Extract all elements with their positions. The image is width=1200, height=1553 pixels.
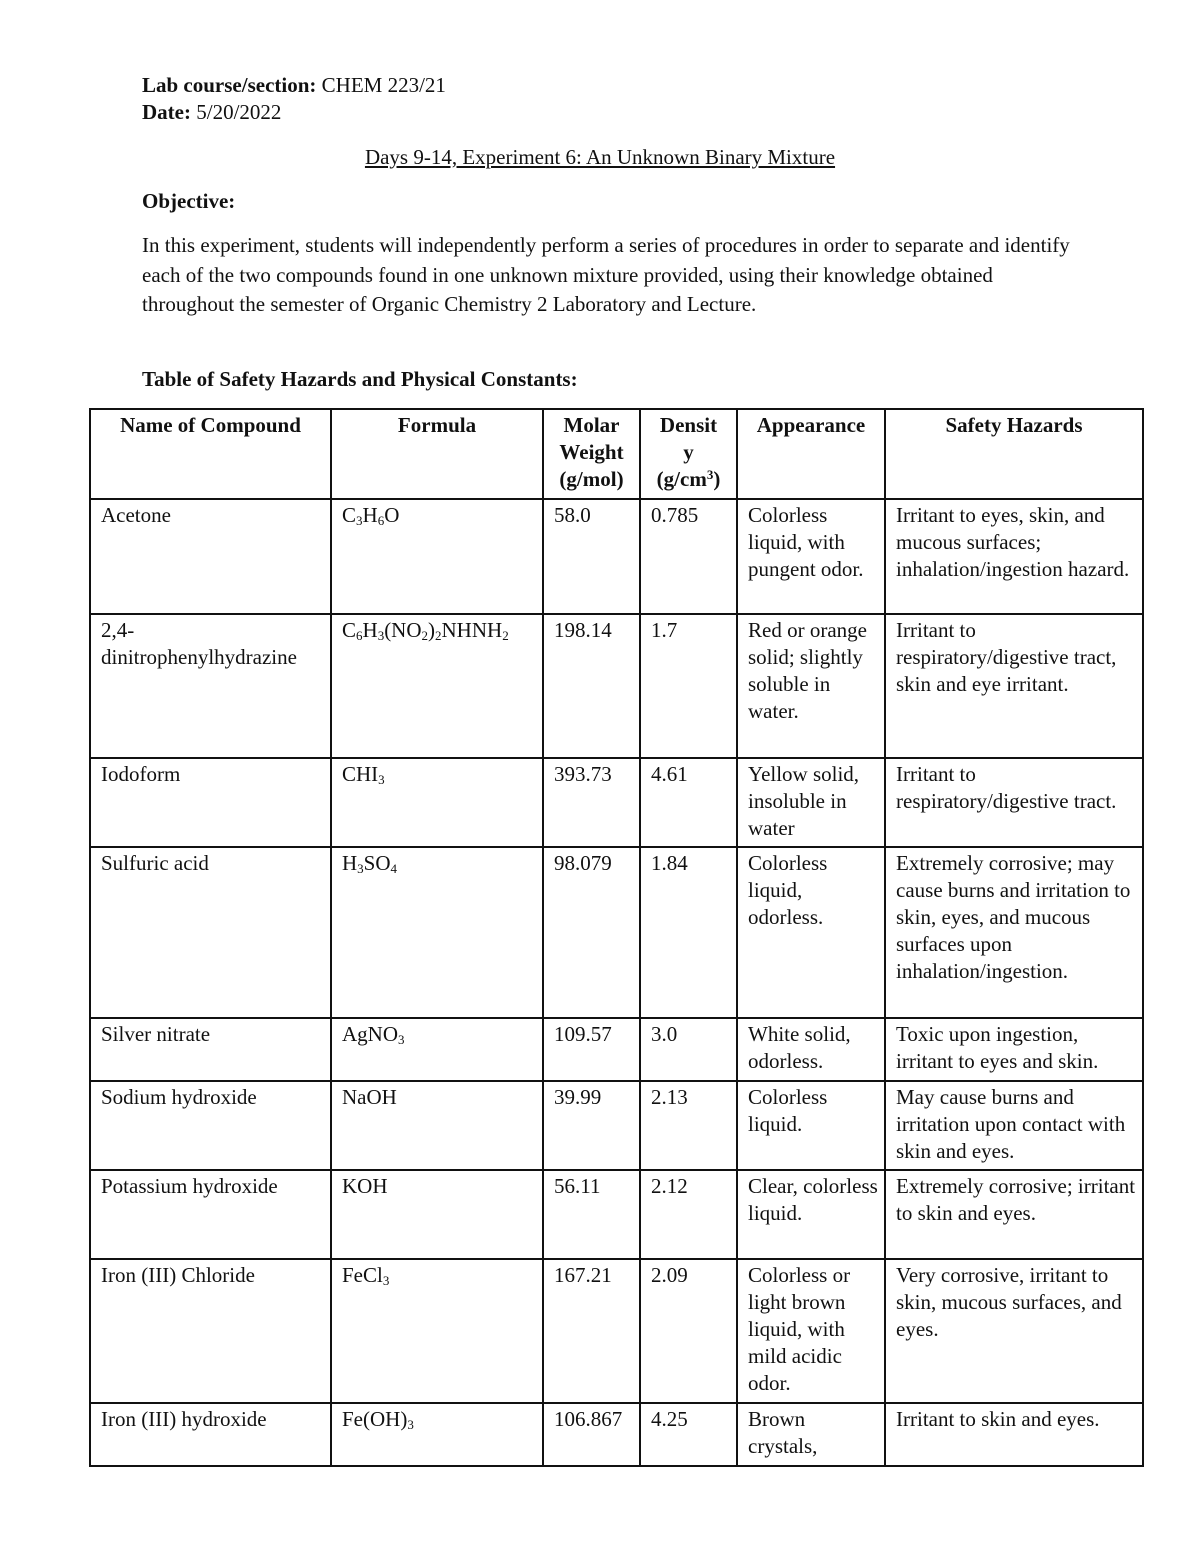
cell-formula bbox=[331, 499, 543, 614]
table-row bbox=[90, 847, 1143, 1018]
cell-density: 3.0 bbox=[640, 1018, 737, 1081]
table-row bbox=[90, 1081, 1143, 1170]
formula-subscript: 6 bbox=[356, 627, 363, 643]
cell-mw: 109.57 bbox=[543, 1018, 640, 1081]
formula-subscript: 6 bbox=[377, 512, 385, 528]
formula-subscript: 3 bbox=[382, 1272, 390, 1288]
cell-appearance: Yellow solid, insoluble in water bbox=[737, 758, 885, 847]
cell-density: 1.7 bbox=[640, 614, 737, 758]
course-section-line bbox=[142, 71, 446, 99]
course-section-value: CHEM 223/21 bbox=[321, 73, 446, 97]
cell-formula bbox=[331, 847, 543, 1018]
cell-appearance: Clear, colorless liquid. bbox=[737, 1170, 885, 1259]
cell-formula bbox=[331, 758, 543, 847]
cell-hazards: Irritant to eyes, skin, and mucous surfaces; inhalation/ingestion hazard. bbox=[885, 499, 1143, 614]
table-row bbox=[90, 614, 1143, 758]
cell-density: 4.61 bbox=[640, 758, 737, 847]
cell-hazards: Very corrosive, irritant to skin, mucous surfaces, and eyes. bbox=[885, 1259, 1143, 1403]
column-header-formula: Formula bbox=[331, 409, 543, 499]
cell-name: Iron (III) hydroxide bbox=[90, 1403, 331, 1466]
formula-subscript: 3 bbox=[356, 512, 363, 528]
table-row bbox=[90, 1259, 1143, 1403]
cell-name: Silver nitrate bbox=[90, 1018, 331, 1081]
formula-subscript: 3 bbox=[378, 771, 385, 787]
date-line bbox=[142, 98, 281, 126]
table-row bbox=[90, 1018, 1143, 1081]
molar-weight-header-line-2: Weight bbox=[559, 440, 624, 465]
table-body bbox=[90, 499, 1143, 1466]
safety-hazards-table bbox=[89, 408, 1144, 1467]
table-row bbox=[90, 758, 1143, 847]
cell-hazards: Extremely corrosive; irritant to skin and eyes. bbox=[885, 1170, 1143, 1259]
cell-formula bbox=[331, 1170, 543, 1259]
cell-appearance: Colorless liquid, with pungent odor. bbox=[737, 499, 885, 614]
table-row bbox=[90, 1403, 1143, 1466]
cell-density: 2.09 bbox=[640, 1259, 737, 1403]
formula-subscript: 2 bbox=[435, 627, 442, 643]
formula-text: C bbox=[342, 617, 357, 642]
cell-density: 2.12 bbox=[640, 1170, 737, 1259]
formula-subscript: 3 bbox=[357, 860, 364, 876]
molar-weight-header-line-1: Molar bbox=[563, 413, 620, 437]
course-section-label: Lab course/section: bbox=[142, 73, 317, 97]
formula-text: KOH bbox=[342, 1173, 388, 1198]
cell-mw: 393.73 bbox=[543, 758, 640, 847]
table-row bbox=[90, 499, 1143, 614]
cell-mw: 98.079 bbox=[543, 847, 640, 1018]
cell-name: Iron (III) Chloride bbox=[90, 1259, 331, 1403]
table-row bbox=[90, 1170, 1143, 1259]
cell-hazards: Irritant to respiratory/digestive tract, skin and eye irritant. bbox=[885, 614, 1143, 758]
objective-paragraph: In this experiment, students will independently perform a series of procedures in order to separate and identify each of the two compounds found in one unknown mixture provided, using their knowledge obtained throughout the semester of Organic Chemistry 2 Laboratory and Lecture. bbox=[142, 233, 1070, 316]
cell-appearance: Colorless liquid. bbox=[737, 1081, 885, 1170]
cell-mw: 106.867 bbox=[543, 1403, 640, 1466]
formula-text: H bbox=[362, 617, 378, 642]
formula-text: H bbox=[342, 850, 358, 875]
cell-name: Sulfuric acid bbox=[90, 847, 331, 1018]
formula-subscript: 3 bbox=[377, 627, 385, 643]
formula-subscript: 4 bbox=[390, 860, 398, 876]
cell-hazards: May cause burns and irritation upon contact with skin and eyes. bbox=[885, 1081, 1143, 1170]
cell-mw: 56.11 bbox=[543, 1170, 640, 1259]
cell-density: 2.13 bbox=[640, 1081, 737, 1170]
formula-subscript: 3 bbox=[398, 1031, 405, 1047]
cell-name: Potassium hydroxide bbox=[90, 1170, 331, 1259]
cell-density: 4.25 bbox=[640, 1403, 737, 1466]
cell-appearance: Colorless or light brown liquid, with mild acidic odor. bbox=[737, 1259, 885, 1403]
cell-formula bbox=[331, 1403, 543, 1466]
density-header-unit-exponent: 3 bbox=[706, 467, 714, 483]
cell-mw: 167.21 bbox=[543, 1259, 640, 1403]
formula-text: AgNO bbox=[342, 1021, 398, 1046]
cell-density: 1.84 bbox=[640, 847, 737, 1018]
formula-text: O bbox=[384, 502, 400, 527]
cell-density: 0.785 bbox=[640, 499, 737, 614]
cell-hazards: Irritant to respiratory/digestive tract. bbox=[885, 758, 1143, 847]
molar-weight-header-line-3: (g/mol) bbox=[559, 467, 624, 492]
density-header-line-1: Densit bbox=[659, 413, 718, 437]
cell-name: Sodium hydroxide bbox=[90, 1081, 331, 1170]
formula-text: (NO bbox=[384, 617, 422, 642]
cell-mw: 58.0 bbox=[543, 499, 640, 614]
density-header-unit-close: ) bbox=[713, 467, 721, 492]
column-header-appearance: Appearance bbox=[737, 409, 885, 499]
cell-name: Iodoform bbox=[90, 758, 331, 847]
formula-text: C bbox=[342, 502, 357, 527]
column-header-name: Name of Compound bbox=[90, 409, 331, 499]
cell-mw: 198.14 bbox=[543, 614, 640, 758]
formula-subscript: 2 bbox=[421, 627, 429, 643]
date-label: Date: bbox=[142, 100, 191, 124]
table-heading: Table of Safety Hazards and Physical Constants: bbox=[142, 367, 578, 391]
cell-hazards: Extremely corrosive; may cause burns and irritation to skin, eyes, and mucous surfaces upon inhalation/ingestion. bbox=[885, 847, 1143, 1018]
formula-text: Fe(OH) bbox=[342, 1406, 408, 1431]
formula-text: SO bbox=[363, 850, 391, 875]
date-value: 5/20/2022 bbox=[196, 100, 282, 124]
formula-text: H bbox=[362, 502, 378, 527]
formula-text: CHI bbox=[342, 761, 379, 786]
formula-text: FeCl bbox=[342, 1262, 383, 1287]
cell-hazards: Irritant to skin and eyes. bbox=[885, 1403, 1143, 1466]
formula-text: NHNH bbox=[441, 617, 503, 642]
cell-appearance: Red or orange solid; slightly soluble in water. bbox=[737, 614, 885, 758]
table-header-row bbox=[90, 409, 1143, 499]
column-header-safety-hazards: Safety Hazards bbox=[885, 409, 1143, 499]
column-header-molar-weight bbox=[543, 409, 640, 499]
cell-appearance: Colorless liquid, odorless. bbox=[737, 847, 885, 1018]
cell-appearance: White solid, odorless. bbox=[737, 1018, 885, 1081]
cell-mw: 39.99 bbox=[543, 1081, 640, 1170]
cell-name: Acetone bbox=[90, 499, 331, 614]
formula-text: ) bbox=[428, 617, 436, 642]
formula-subscript: 2 bbox=[502, 627, 509, 643]
cell-name: 2,4-dinitrophenylhydrazine bbox=[90, 614, 331, 758]
density-header-unit: (g/cm bbox=[656, 467, 707, 492]
cell-hazards: Toxic upon ingestion, irritant to eyes and skin. bbox=[885, 1018, 1143, 1081]
cell-formula bbox=[331, 1081, 543, 1170]
cell-appearance: Brown crystals, bbox=[737, 1403, 885, 1466]
objective-heading: Objective: bbox=[142, 189, 236, 213]
cell-formula bbox=[331, 614, 543, 758]
formula-text: NaOH bbox=[342, 1084, 397, 1109]
formula-subscript: 3 bbox=[407, 1416, 414, 1432]
document-title: Days 9-14, Experiment 6: An Unknown Binary Mixture bbox=[364, 145, 836, 169]
cell-formula bbox=[331, 1259, 543, 1403]
cell-formula bbox=[331, 1018, 543, 1081]
column-header-density bbox=[640, 409, 737, 499]
density-header-line-2: y bbox=[683, 440, 694, 465]
